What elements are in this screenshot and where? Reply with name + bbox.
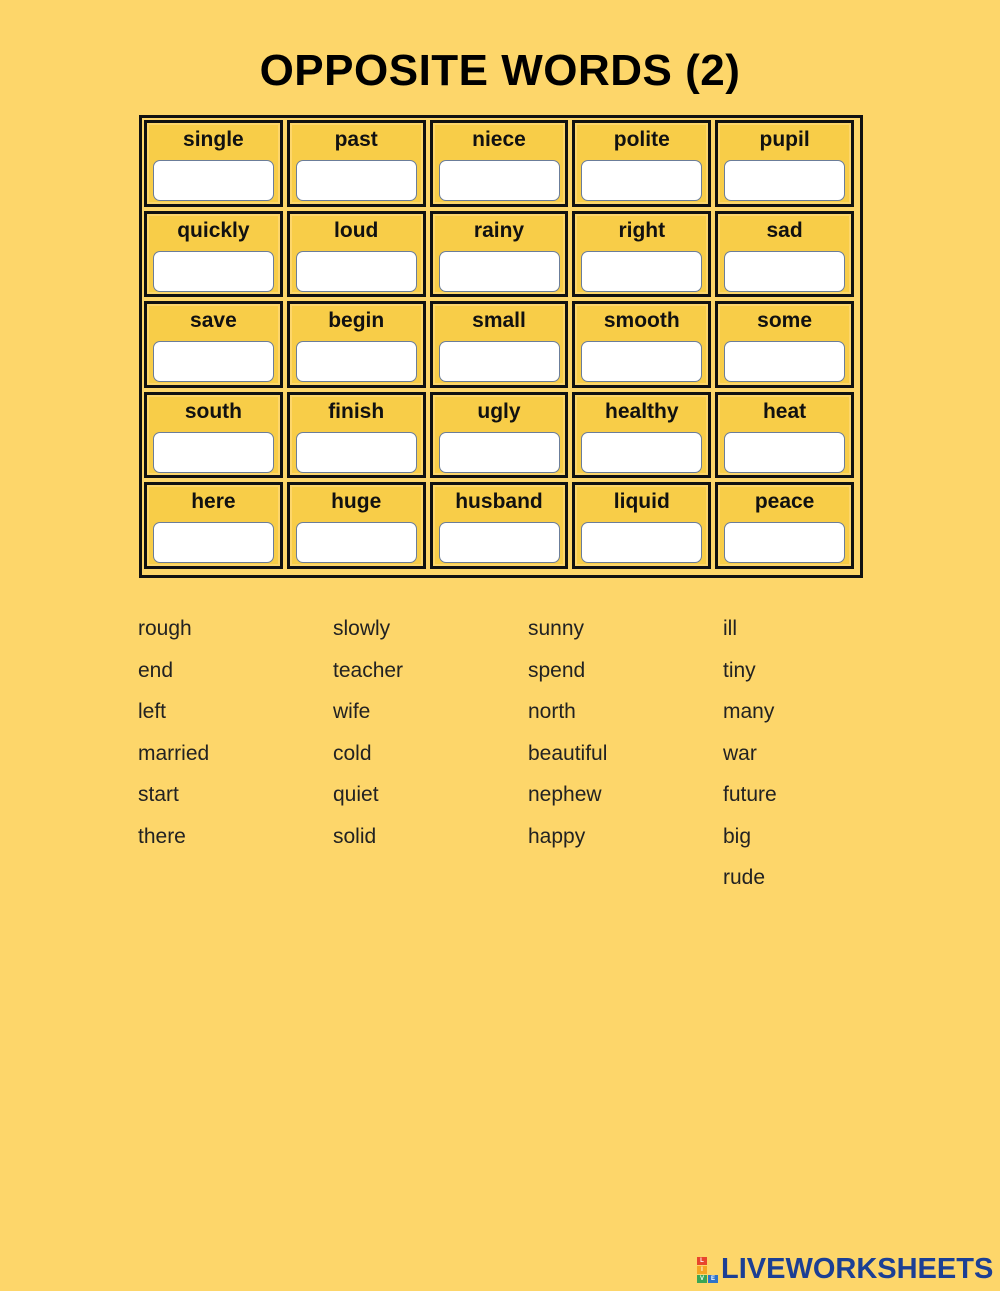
- grid-cell-word: husband: [455, 490, 543, 514]
- grid-cell-word: huge: [331, 490, 382, 514]
- answer-input[interactable]: [439, 251, 560, 292]
- grid-cell: [144, 482, 283, 569]
- answer-input[interactable]: [153, 160, 274, 201]
- logo-letter-l: L: [697, 1257, 707, 1265]
- word-bank-item[interactable]: start: [138, 783, 179, 806]
- grid-cell: [572, 120, 711, 207]
- grid-cell: [430, 120, 569, 207]
- word-bank-item[interactable]: future: [723, 783, 777, 806]
- word-bank-column: [138, 614, 328, 863]
- grid-cell-word: sad: [766, 218, 803, 242]
- answer-input[interactable]: [296, 341, 417, 382]
- answer-input[interactable]: [581, 522, 702, 563]
- grid-cell: [715, 120, 854, 207]
- grid-cell-word: loud: [334, 218, 379, 242]
- grid-cell-word: heat: [762, 399, 807, 423]
- word-bank-item[interactable]: end: [138, 658, 174, 682]
- grid-cell: [430, 392, 569, 479]
- logo-letter-v: V: [697, 1275, 707, 1283]
- word-bank-column: [528, 614, 718, 863]
- liveworksheets-logo-icon: [697, 1257, 719, 1283]
- grid-cell-word: pupil: [759, 128, 810, 151]
- word-bank-item[interactable]: solid: [333, 824, 377, 848]
- word-bank-item[interactable]: spend: [528, 658, 586, 682]
- answer-input[interactable]: [581, 160, 702, 201]
- word-bank-item[interactable]: left: [138, 700, 167, 723]
- answer-input[interactable]: [439, 522, 560, 563]
- grid-cell: [715, 211, 854, 298]
- answer-input[interactable]: [724, 341, 845, 382]
- answer-input[interactable]: [296, 251, 417, 292]
- answer-input[interactable]: [724, 432, 845, 473]
- answer-input[interactable]: [153, 432, 274, 473]
- word-bank-item[interactable]: sunny: [528, 617, 585, 640]
- grid-cell: [287, 301, 426, 388]
- grid-cell-word: smooth: [603, 309, 680, 333]
- word-bank-item[interactable]: beautiful: [528, 741, 608, 765]
- grid-cell-word: south: [184, 399, 242, 423]
- word-bank-item[interactable]: rude: [723, 866, 766, 889]
- answer-input[interactable]: [296, 522, 417, 563]
- grid-cell-word: finish: [328, 399, 385, 423]
- grid-cell: [430, 211, 569, 298]
- grid-cell-word: save: [190, 309, 237, 333]
- word-bank-item[interactable]: quiet: [333, 783, 379, 806]
- grid-cell-word: begin: [328, 309, 385, 333]
- grid-cell-word: past: [334, 128, 378, 151]
- grid-cell-word: rainy: [473, 218, 525, 242]
- grid-cell: [572, 211, 711, 298]
- footer-brand-text: LIVEWORKSHEETS: [721, 1253, 994, 1285]
- word-bank-item[interactable]: rough: [138, 617, 192, 640]
- grid-cell-word: single: [183, 128, 244, 151]
- answer-input[interactable]: [153, 341, 274, 382]
- answer-input[interactable]: [439, 160, 560, 201]
- grid-cell: [430, 482, 569, 569]
- word-bank-item[interactable]: there: [138, 824, 186, 848]
- word-bank-item[interactable]: war: [723, 741, 757, 765]
- word-bank-item[interactable]: married: [138, 741, 210, 765]
- answer-input[interactable]: [296, 160, 417, 201]
- answer-input[interactable]: [724, 160, 845, 201]
- grid-cell: [572, 301, 711, 388]
- grid-cell-word: liquid: [613, 490, 670, 514]
- logo-letter-e: E: [708, 1275, 718, 1283]
- grid-cell-word: polite: [613, 128, 670, 151]
- grid-cell: [715, 301, 854, 388]
- answer-input[interactable]: [581, 432, 702, 473]
- answer-input[interactable]: [153, 522, 274, 563]
- answer-input[interactable]: [439, 432, 560, 473]
- word-bank-item[interactable]: big: [723, 824, 752, 848]
- grid-cell: [144, 301, 283, 388]
- grid-cell: [715, 482, 854, 569]
- grid-cell: [144, 211, 283, 298]
- grid-cell-word: quickly: [177, 218, 250, 242]
- grid-cell-word: peace: [754, 490, 815, 514]
- grid-cell: [430, 301, 569, 388]
- word-bank-column: [723, 614, 913, 905]
- footer-brand[interactable]: [697, 1253, 997, 1287]
- word-bank-item[interactable]: cold: [333, 741, 372, 765]
- grid-cell: [287, 120, 426, 207]
- word-bank-column: [333, 614, 523, 863]
- grid-cell: [144, 120, 283, 207]
- grid-cell-word: small: [472, 309, 526, 333]
- word-bank-item[interactable]: wife: [333, 700, 371, 723]
- word-bank-item[interactable]: nephew: [528, 783, 602, 806]
- word-bank-item[interactable]: teacher: [333, 658, 404, 682]
- word-bank-item[interactable]: happy: [528, 824, 586, 848]
- grid-cell-word: ugly: [477, 399, 521, 423]
- answer-input[interactable]: [581, 341, 702, 382]
- word-bank-item[interactable]: tiny: [723, 658, 756, 682]
- grid-cell: [715, 392, 854, 479]
- page-title: OPPOSITE WORDS (2): [259, 46, 741, 95]
- word-grid: [139, 115, 863, 578]
- word-bank-item[interactable]: north: [528, 700, 576, 723]
- grid-cell: [287, 392, 426, 479]
- answer-input[interactable]: [153, 251, 274, 292]
- grid-cell: [572, 482, 711, 569]
- grid-cell: [572, 392, 711, 479]
- grid-cell-word: healthy: [605, 399, 679, 423]
- answer-input[interactable]: [439, 341, 560, 382]
- word-bank-item[interactable]: slowly: [333, 617, 391, 640]
- word-bank-item[interactable]: ill: [723, 617, 737, 640]
- grid-cell-word: some: [757, 309, 813, 333]
- word-bank: [138, 614, 918, 914]
- grid-cell-word: here: [191, 490, 236, 514]
- answer-input[interactable]: [296, 432, 417, 473]
- grid-cell: [287, 211, 426, 298]
- grid-cell-word: niece: [472, 128, 526, 151]
- grid-cell: [287, 482, 426, 569]
- word-grid-inner: [144, 120, 858, 573]
- logo-letter-i: I: [697, 1266, 707, 1274]
- grid-cell-word: right: [618, 218, 666, 242]
- answer-input[interactable]: [724, 251, 845, 292]
- answer-input[interactable]: [581, 251, 702, 292]
- answer-input[interactable]: [724, 522, 845, 563]
- grid-cell: [144, 392, 283, 479]
- word-bank-item[interactable]: many: [723, 700, 775, 723]
